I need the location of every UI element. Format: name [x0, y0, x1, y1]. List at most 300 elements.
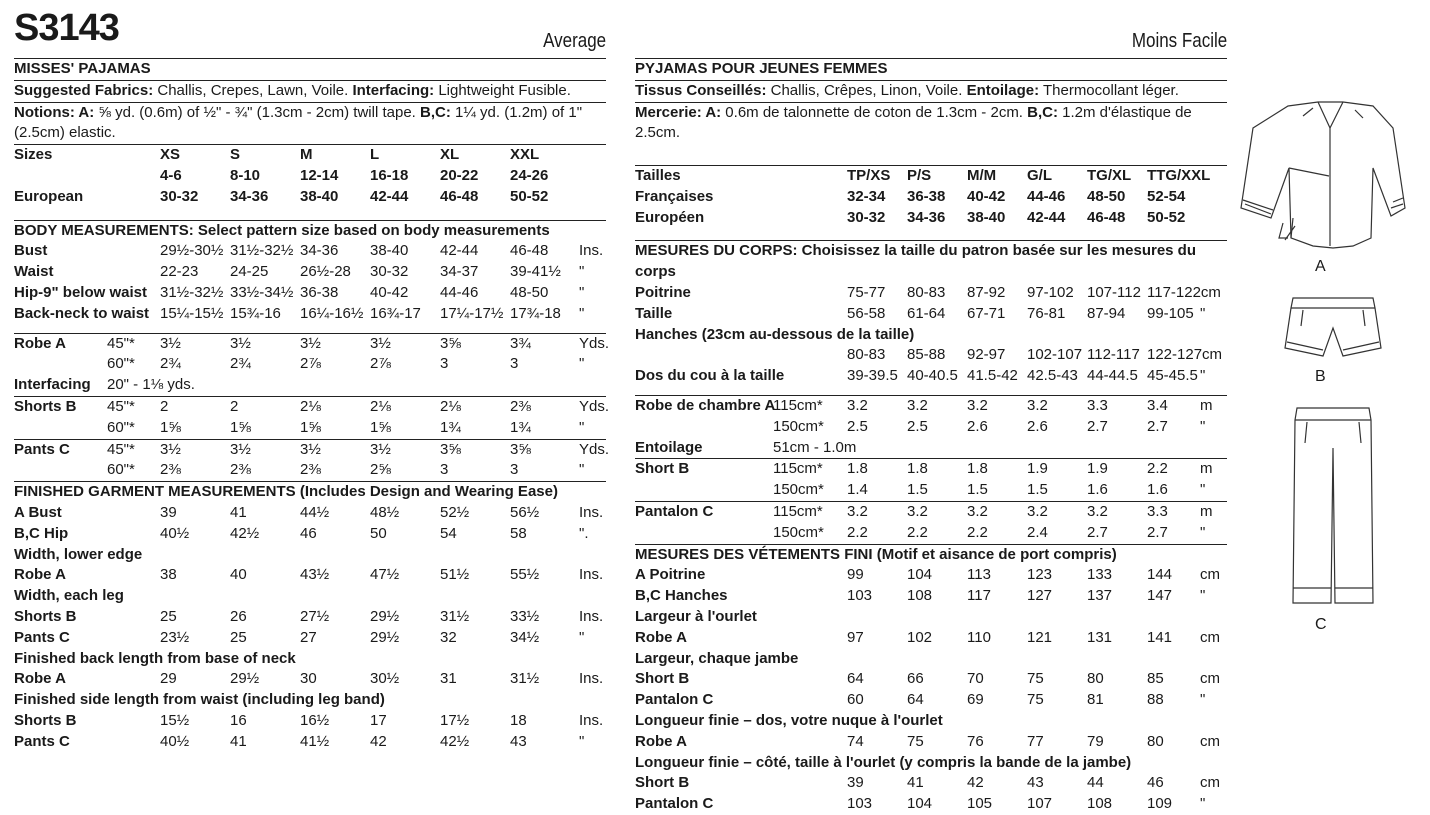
body-row-cell: 15¼-15½ — [160, 304, 224, 322]
size-value: 16-18 — [370, 166, 409, 184]
finished-row-cell: 99 — [847, 566, 864, 584]
body-row-cell: 99-105 — [1147, 304, 1194, 322]
body-row-cell: 44-44.5 — [1087, 367, 1138, 385]
body-row-label: Taille — [635, 304, 673, 322]
yardage-row-cell: 1.5 — [967, 481, 988, 499]
finished-row — [635, 649, 1227, 670]
body-row — [14, 262, 606, 283]
yardage-row-cell: 2⅞ — [300, 355, 321, 373]
body-row-label: Hip-9" below waist — [14, 283, 147, 301]
finished-row-cell: 16½ — [300, 711, 330, 729]
body-row-cell: 46-48 — [510, 242, 549, 260]
yardage-row-cell: 3.2 — [907, 396, 928, 414]
yardage-row-cell: 2⅜ — [230, 461, 251, 479]
yardage-row-cell: 2.2 — [967, 523, 988, 541]
yardage-row — [14, 460, 606, 481]
spacer — [14, 325, 606, 333]
yardage-row — [14, 397, 610, 418]
finished-row — [635, 711, 1227, 732]
finished-row-cell: 74 — [847, 732, 864, 750]
finished-row-cell: 79 — [1087, 732, 1104, 750]
finished-row-cell: 32 — [440, 628, 457, 646]
size-value: 44-46 — [1027, 187, 1066, 205]
yardage-row-cell: 1⅝ — [230, 418, 251, 436]
yardage-row-cell: 45"* — [107, 397, 135, 415]
body-row-cell: 85-88 — [907, 346, 946, 364]
size-row — [14, 145, 606, 166]
finished-row-cell: 110 — [967, 628, 991, 646]
finished-row-cell: 38 — [160, 566, 177, 584]
finished-row-cell: 29½ — [370, 628, 400, 646]
body-row-cell: 97-102 — [1027, 283, 1074, 301]
finished-row-cell: 41 — [230, 732, 247, 750]
yardage-row-cell: 2 — [160, 397, 169, 415]
finished-row-cell: 75 — [1027, 670, 1044, 688]
english-column — [14, 0, 610, 753]
yardage-row-cell: 2⅜ — [300, 461, 321, 479]
body-row-cell: 92-97 — [967, 346, 1006, 364]
yardage-row-cell: 1.4 — [847, 481, 868, 499]
finished-row-cell: 42½ — [230, 524, 260, 542]
yardage-row-cell: 3.2 — [1027, 502, 1048, 520]
yardage-row — [14, 375, 606, 396]
yardage-row-cell: 3½ — [300, 440, 321, 458]
yardage-row-cell: 1.9 — [1087, 460, 1108, 478]
fabrics-line-label: Entoilage: — [966, 81, 1040, 99]
yardage-row-cell: 115cm* — [773, 396, 823, 414]
yardage-row-label: Short B — [635, 460, 690, 478]
finished-row-cell: 52½ — [440, 503, 470, 521]
yardage-row-cell: 1.6 — [1087, 481, 1108, 499]
finished-row — [635, 753, 1227, 774]
size-value: 30-32 — [160, 187, 199, 205]
body-row-label: Hanches (23cm au-dessous de la taille) — [635, 325, 915, 343]
yardage-row-label: Shorts B — [14, 397, 77, 415]
finished-row-cell: 31½ — [440, 607, 470, 625]
finished-row-cell: " — [1200, 795, 1206, 813]
finished-row — [635, 773, 1227, 794]
finished-row-cell: 133 — [1087, 566, 1113, 584]
difficulty-level: Average — [542, 30, 606, 52]
yardage-row-cell: 3⅝ — [440, 334, 461, 352]
size-value: 48-50 — [1087, 187, 1126, 205]
yardage-row-cell: Yds. — [579, 397, 610, 415]
finished-row — [635, 690, 1227, 711]
body-row-cell: 87-92 — [967, 283, 1006, 301]
yardage-row — [14, 440, 610, 461]
yardage-row-cell: 3½ — [300, 334, 321, 352]
body-row-cell: 42-44 — [440, 242, 479, 260]
finished-row — [14, 586, 606, 607]
yardage-row-cell: 2⅝ — [370, 461, 391, 479]
finished-row-cell: cm — [1200, 670, 1220, 688]
finished-row-cell: 75 — [1027, 691, 1044, 709]
body-row-cell: 45-45.5 — [1147, 367, 1198, 385]
finished-row — [635, 586, 1227, 607]
pattern-code: S3143 — [14, 7, 119, 49]
yardage-row-cell: 3 — [440, 355, 449, 373]
yardage-row-cell: 2 — [230, 397, 239, 415]
yardage-row-cell: 2.7 — [1147, 523, 1168, 541]
yardage-row-cell: " — [579, 461, 585, 479]
finished-row-cell: 127 — [1027, 587, 1053, 605]
yardage-row-cell: " — [579, 355, 585, 373]
finished-row-label: Longueur finie – côté, taille à l'ourlet (y compris la bande de la jambe) — [635, 753, 1132, 771]
yardage-row-label: Pantalon C — [635, 502, 714, 520]
yardage-row-cell: " — [1200, 523, 1206, 541]
yardage-row — [635, 459, 1227, 480]
body-row-cell: 61-64 — [907, 304, 946, 322]
finished-row-cell: 141 — [1147, 628, 1173, 646]
finished-row-label: B,C Hanches — [635, 587, 728, 605]
yardage-row-cell: 2⅜ — [510, 397, 531, 415]
yardage-row-label: Robe de chambre A — [635, 396, 776, 414]
header — [14, 0, 606, 58]
finished-row-cell: 64 — [907, 691, 924, 709]
body-row-cell: 117-122cm — [1147, 283, 1221, 301]
finished-row-cell: 39 — [847, 774, 864, 792]
view-c-label: C — [1315, 616, 1327, 633]
yardage-row-cell: 2¾ — [230, 355, 251, 373]
size-label: Tailles — [635, 166, 681, 184]
yardage-row-cell: 115cm* — [773, 502, 823, 520]
body-row-cell: 107-112 — [1087, 283, 1141, 301]
yardage-row-cell: 3⅝ — [510, 440, 531, 458]
body-row-cell: 39-39.5 — [847, 367, 898, 385]
size-value: TG/XL — [1087, 166, 1132, 184]
finished-row — [635, 628, 1227, 649]
finished-row-label: Robe A — [635, 732, 687, 750]
yardage-row-cell: 2⅞ — [370, 355, 391, 373]
finished-row-cell: 77 — [1027, 732, 1044, 750]
finished-row — [14, 607, 606, 628]
size-label: Européen — [635, 208, 705, 226]
garment-illustrations — [1233, 98, 1423, 638]
yardage-row-cell: 2.2 — [907, 523, 928, 541]
size-value: S — [230, 146, 241, 164]
yardage-row-cell: 3⅝ — [440, 440, 461, 458]
yardage-row-cell: 1.5 — [1027, 481, 1048, 499]
finished-row-label: Robe A — [14, 566, 66, 584]
yardage-row-cell: 3.2 — [847, 396, 868, 414]
yardage-row-cell: 3.2 — [847, 502, 868, 520]
finished-row — [635, 732, 1227, 753]
finished-row-cell: " — [1200, 587, 1206, 605]
finished-row-label: Short B — [635, 670, 690, 688]
body-row-cell: " — [1200, 367, 1206, 385]
finished-row-cell: 80 — [1147, 732, 1164, 750]
yardage-row — [635, 480, 1227, 501]
body-measurements-heading: MESURES DU CORPS: Choisissez la taille du patron basée sur les mesures du corps — [635, 242, 1196, 281]
finished-row — [14, 628, 606, 649]
finished-row-cell: 44½ — [300, 503, 330, 521]
finished-row-cell: cm — [1200, 732, 1220, 750]
finished-row — [635, 794, 1227, 815]
finished-heading: FINISHED GARMENT MEASUREMENTS (Includes Design and Wearing Ease) — [14, 483, 558, 501]
notions-line-text: 1.2m d'élastique de 2.5cm. — [635, 103, 1192, 142]
pattern-title: MISSES' PAJAMAS — [14, 60, 151, 77]
size-value: 32-34 — [847, 187, 886, 205]
yardage-row-cell: 3.3 — [1087, 396, 1108, 414]
finished-row-cell: 103 — [847, 795, 873, 813]
size-value: 50-52 — [1147, 208, 1186, 226]
yardage-row-cell: 1.8 — [967, 460, 988, 478]
fabrics-line — [14, 81, 606, 102]
yardage-row-label: Interfacing — [14, 376, 91, 394]
finished-row-cell: 16 — [230, 711, 247, 729]
finished-row-cell: " — [1200, 691, 1206, 709]
finished-heading: MESURES DES VÉTEMENTS FINI (Motif et aisance de port compris) — [635, 545, 1117, 563]
yardage-row-cell: 2.2 — [847, 523, 868, 541]
finished-row-cell: Ins. — [579, 607, 604, 625]
yardage-row-label: Pants C — [14, 440, 70, 458]
size-value: TTG/XXL — [1147, 166, 1211, 184]
finished-row — [14, 732, 606, 753]
fabrics-line-text: Lightweight Fusible. — [434, 81, 571, 99]
yardage-row-cell: 2⅜ — [160, 461, 181, 479]
body-row-cell: 31½-32½ — [160, 283, 224, 301]
finished-row-cell: 85 — [1147, 670, 1164, 688]
finished-row-cell: " — [579, 732, 585, 750]
finished-row-cell: 76 — [967, 732, 984, 750]
size-value: XS — [160, 146, 181, 164]
yardage-row-cell: 2.7 — [1087, 523, 1108, 541]
finished-row-label: B,C Hip — [14, 524, 69, 542]
yardage-row — [635, 523, 1227, 544]
yardage-row-cell: 45"* — [107, 334, 135, 352]
yardage-row-cell: 3½ — [160, 334, 181, 352]
fabrics-line-label: Tissus Conseillés: — [635, 81, 767, 99]
yardage-row — [14, 354, 606, 375]
yardage-row-cell: 3.2 — [967, 502, 988, 520]
body-row-label: Back-neck to waist — [14, 304, 150, 322]
notions-line — [635, 103, 1227, 145]
finished-row-cell: 44 — [1087, 774, 1104, 792]
size-value: 12-14 — [300, 166, 339, 184]
finished-row-cell: 29½ — [370, 607, 400, 625]
spacer — [14, 208, 606, 220]
yardage-row-cell: 1.5 — [907, 481, 928, 499]
size-row — [14, 166, 606, 187]
body-row-cell: 102-107 — [1027, 346, 1083, 364]
finished-row-cell: 42½ — [440, 732, 470, 750]
finished-row — [635, 669, 1227, 690]
size-value: XL — [440, 146, 460, 164]
notions-line-text: 1¼ yd. (1.2m) of 1" (2.5cm) elastic. — [14, 103, 583, 142]
body-row-cell: 17¾-18 — [510, 304, 561, 322]
yardage-row-cell: 3.2 — [907, 502, 928, 520]
finished-row-cell: 43 — [1027, 774, 1044, 792]
finished-row-cell: 55½ — [510, 566, 540, 584]
finished-row-cell: 40 — [230, 566, 247, 584]
header — [635, 0, 1227, 58]
finished-row-cell: 121 — [1027, 628, 1053, 646]
finished-row-cell: 26 — [230, 607, 247, 625]
finished-row-cell: 41½ — [300, 732, 330, 750]
notions-line-text: ⅝ yd. (0.6m) of ½" - ¾" (1.3cm - 2cm) twill tape. — [94, 103, 421, 121]
body-row-cell: 48-50 — [510, 283, 549, 301]
finished-row-label: Width, each leg — [14, 587, 124, 605]
size-value: 36-38 — [907, 187, 946, 205]
yardage-row-cell: 115cm* — [773, 460, 823, 478]
body-row-cell: 16¾-17 — [370, 304, 421, 322]
finished-row-cell: 137 — [1087, 587, 1113, 605]
yardage-row-cell: 2.6 — [967, 417, 988, 435]
finished-row-cell: 33½ — [510, 607, 540, 625]
body-row-cell: 41.5-42 — [967, 367, 1018, 385]
finished-row-cell: 105 — [967, 795, 993, 813]
body-row — [635, 283, 1227, 304]
size-row — [635, 187, 1227, 208]
finished-row-cell: 51½ — [440, 566, 470, 584]
french-column — [635, 0, 1227, 815]
body-row-cell: 34-37 — [440, 263, 479, 281]
finished-row — [14, 649, 606, 670]
finished-row-cell: 104 — [907, 795, 933, 813]
yardage-row-cell: 20" - 1⅛ yds. — [107, 376, 195, 394]
finished-row-label: Pantalon C — [635, 795, 714, 813]
finished-row-cell: 27½ — [300, 607, 330, 625]
yardage-row-cell: 150cm* — [773, 417, 824, 435]
yardage-row-cell: 45"* — [107, 440, 135, 458]
finished-row-label: A Bust — [14, 503, 62, 521]
finished-row-cell: 30 — [300, 670, 317, 688]
size-value: P/S — [907, 166, 932, 184]
yardage-row-cell: 3½ — [370, 440, 391, 458]
notions-line-label: Notions: A: — [14, 103, 95, 121]
spacer — [635, 387, 1227, 395]
yardage-row-cell: m — [1200, 502, 1213, 520]
size-value: 50-52 — [510, 187, 549, 205]
yardage-row-cell: m — [1200, 460, 1213, 478]
finished-row-cell: 56½ — [510, 503, 540, 521]
yardage-row-cell: 1.9 — [1027, 460, 1048, 478]
size-label: Françaises — [635, 187, 714, 205]
yardage-row — [635, 502, 1227, 523]
spacer — [635, 228, 1227, 240]
body-row-cell: 26½-28 — [300, 263, 351, 281]
finished-row-cell: 25 — [160, 607, 177, 625]
finished-row-cell: 69 — [967, 691, 984, 709]
finished-row-cell: 42 — [370, 732, 387, 750]
finished-row-cell: 144 — [1147, 566, 1173, 584]
body-row-cell: 40-40.5 — [907, 367, 958, 385]
finished-row-cell: 109 — [1147, 795, 1173, 813]
yardage-row-cell: 3.3 — [1147, 502, 1168, 520]
yardage-row — [635, 417, 1227, 438]
yardage-row-cell: 3½ — [160, 440, 181, 458]
body-row-cell: 44-46 — [440, 283, 479, 301]
size-value: 46-48 — [1087, 208, 1126, 226]
body-row — [14, 241, 606, 262]
size-value: TP/XS — [847, 166, 891, 184]
finished-row — [14, 669, 606, 690]
yardage-row-cell: 3½ — [370, 334, 391, 352]
yardage-row-cell: 2.6 — [1027, 417, 1048, 435]
fabrics-line-text: Thermocollant léger. — [1039, 81, 1179, 99]
fabrics-line — [635, 81, 1227, 102]
body-row-cell: 24-25 — [230, 263, 269, 281]
finished-row-label: Pants C — [14, 732, 70, 750]
body-row-cell: 80-83 — [847, 346, 886, 364]
yardage-row-cell: 3.2 — [1027, 396, 1048, 414]
finished-row-cell: Ins. — [579, 670, 604, 688]
finished-row-cell: 30½ — [370, 670, 400, 688]
finished-row-cell: 15½ — [160, 711, 190, 729]
body-row-cell: 22-23 — [160, 263, 199, 281]
finished-row-cell: 102 — [907, 628, 933, 646]
yardage-row-cell: m — [1200, 396, 1213, 414]
finished-row-cell: 75 — [907, 732, 924, 750]
yardage-row-cell: 3.4 — [1147, 396, 1168, 414]
finished-row — [14, 565, 606, 586]
finished-row — [14, 503, 606, 524]
finished-row-cell: 131 — [1087, 628, 1113, 646]
yardage-row-cell: 1.8 — [847, 460, 868, 478]
view-b-label: B — [1315, 368, 1326, 385]
body-row-cell: " — [579, 283, 585, 301]
finished-row-label: Shorts B — [14, 607, 77, 625]
size-label: Sizes — [14, 146, 53, 164]
body-row-cell: 76-81 — [1027, 304, 1066, 322]
size-value: 52-54 — [1147, 187, 1186, 205]
yardage-row-cell: 2⅛ — [370, 397, 391, 415]
notions-line-label: B,C: — [1027, 103, 1058, 121]
notions-line — [14, 103, 606, 145]
finished-row-cell: 60 — [847, 691, 864, 709]
size-value: 4-6 — [160, 166, 182, 184]
body-row — [635, 304, 1227, 325]
yardage-row-cell: 2⅛ — [440, 397, 461, 415]
yardage-row-cell: 2.5 — [847, 417, 868, 435]
finished-row-cell: 107 — [1027, 795, 1053, 813]
finished-row — [14, 690, 606, 711]
finished-row-cell: 70 — [967, 670, 984, 688]
finished-row-cell: 17½ — [440, 711, 470, 729]
size-value: 42-44 — [370, 187, 409, 205]
finished-row-cell: cm — [1200, 628, 1220, 646]
finished-row-cell: 117 — [967, 587, 991, 605]
finished-row-cell: 43 — [510, 732, 527, 750]
finished-row-cell: 81 — [1087, 691, 1104, 709]
yardage-row-cell: " — [1200, 417, 1206, 435]
finished-row-label: Robe A — [14, 670, 66, 688]
notions-line-text: 0.6m de talonnette de coton de 1.3cm - 2cm. — [721, 103, 1028, 121]
size-value: 42-44 — [1027, 208, 1066, 226]
yardage-row-cell: 1.6 — [1147, 481, 1168, 499]
yardage-row-cell: 2.7 — [1147, 417, 1168, 435]
finished-row-label: Largeur à l'ourlet — [635, 607, 757, 625]
fabrics-line-text: Challis, Crêpes, Linon, Voile. — [766, 81, 967, 99]
finished-row-label: Largeur, chaque jambe — [635, 649, 799, 667]
size-row — [635, 166, 1227, 187]
body-row-cell: 112-117 — [1087, 346, 1140, 364]
finished-row-cell: 29 — [160, 670, 177, 688]
finished-row-cell: 50 — [370, 524, 387, 542]
yardage-row-cell: 3.2 — [967, 396, 988, 414]
finished-row-cell: 97 — [847, 628, 864, 646]
finished-row-cell: 54 — [440, 524, 457, 542]
size-value: M/M — [967, 166, 997, 184]
finished-row-cell: 39 — [160, 503, 177, 521]
size-label: European — [14, 187, 84, 205]
yardage-row — [14, 418, 606, 439]
body-row-cell: 31½-32½ — [230, 242, 294, 260]
body-row-cell: 42.5-43 — [1027, 367, 1078, 385]
yardage-row-cell: 3½ — [230, 334, 251, 352]
finished-row-cell: 18 — [510, 711, 527, 729]
finished-row-cell: 17 — [370, 711, 387, 729]
